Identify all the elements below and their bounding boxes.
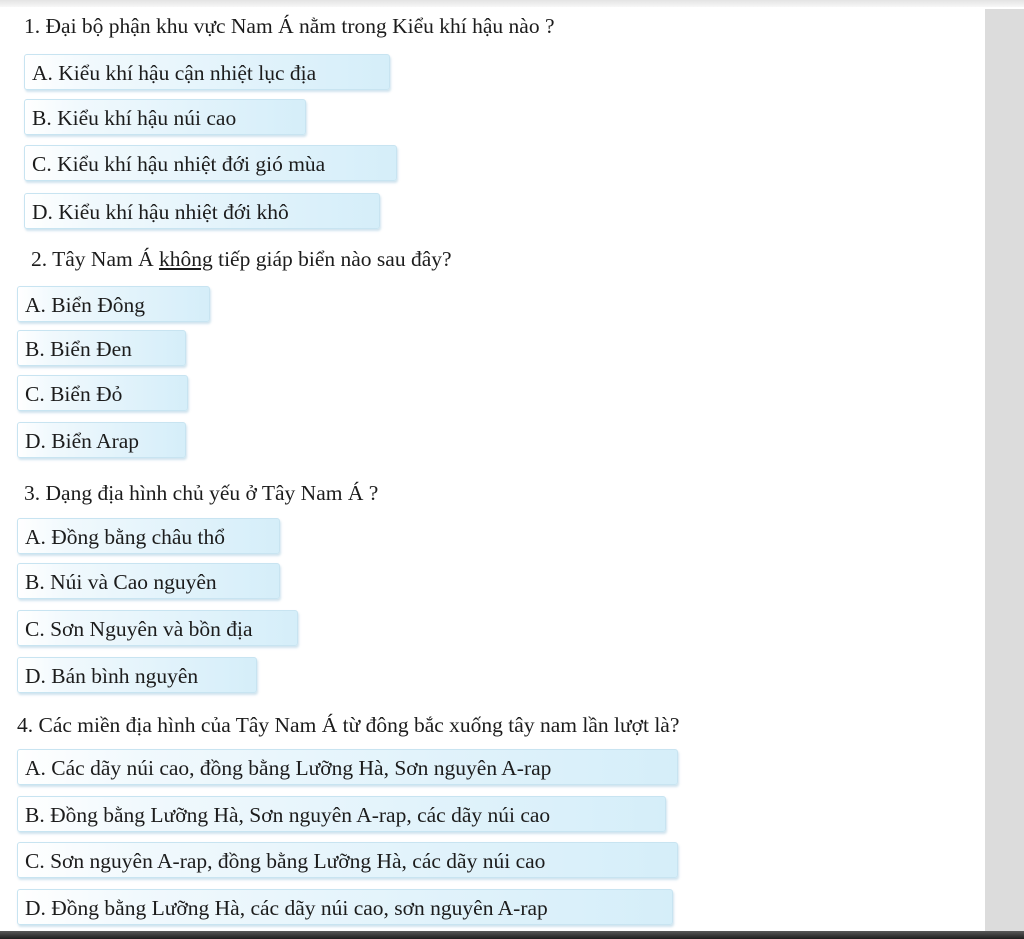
question-3-option-d[interactable]: D. Bán bình nguyên xyxy=(17,657,257,693)
question-3-option-c[interactable]: C. Sơn Nguyên và bồn địa xyxy=(17,610,298,646)
question-4-text: 4. Các miền địa hình của Tây Nam Á từ đông bắc xuống tây nam lần lượt là? xyxy=(17,713,680,737)
question-2-option-b[interactable]: B. Biển Đen xyxy=(17,330,186,366)
question-4-option-b[interactable]: B. Đồng bằng Lưỡng Hà, Sơn nguyên A-rap, các dãy núi cao xyxy=(17,796,666,832)
question-4-option-c[interactable]: C. Sơn nguyên A-rap, đồng bằng Lưỡng Hà, các dãy núi cao xyxy=(17,842,678,878)
question-4-option-d[interactable]: D. Đồng bằng Lưỡng Hà, các dãy núi cao, sơn nguyên A-rap xyxy=(17,889,673,925)
question-3-option-a[interactable]: A. Đồng bằng châu thổ xyxy=(17,518,280,554)
question-2-text-before: 2. Tây Nam Á xyxy=(31,247,159,271)
question-2-text-after: tiếp giáp biển nào sau đây? xyxy=(212,247,452,271)
question-2-option-c[interactable]: C. Biển Đỏ xyxy=(17,375,188,411)
question-1-text: 1. Đại bộ phận khu vực Nam Á nằm trong Kiểu khí hậu nào ? xyxy=(24,14,555,38)
top-edge xyxy=(0,0,1024,7)
question-2-text xyxy=(31,245,452,273)
question-1-option-b[interactable]: B. Kiểu khí hậu núi cao xyxy=(24,99,306,135)
bottom-edge xyxy=(0,931,1024,939)
question-1-option-c[interactable]: C. Kiểu khí hậu nhiệt đới gió mùa xyxy=(24,145,397,181)
question-1-option-a[interactable]: A. Kiểu khí hậu cận nhiệt lục địa xyxy=(24,54,390,90)
question-2-option-d[interactable]: D. Biển Arap xyxy=(17,422,186,458)
question-3-option-b[interactable]: B. Núi và Cao nguyên xyxy=(17,563,280,599)
question-4-option-a[interactable]: A. Các dãy núi cao, đồng bằng Lưỡng Hà, Sơn nguyên A-rap xyxy=(17,749,678,785)
question-2-option-a[interactable]: A. Biển Đông xyxy=(17,286,210,322)
question-3-text: 3. Dạng địa hình chủ yếu ở Tây Nam Á ? xyxy=(24,481,379,505)
question-2-underlined-word: không xyxy=(158,247,213,271)
question-1-option-d[interactable]: D. Kiểu khí hậu nhiệt đới khô xyxy=(24,193,380,229)
right-gutter xyxy=(985,9,1024,931)
